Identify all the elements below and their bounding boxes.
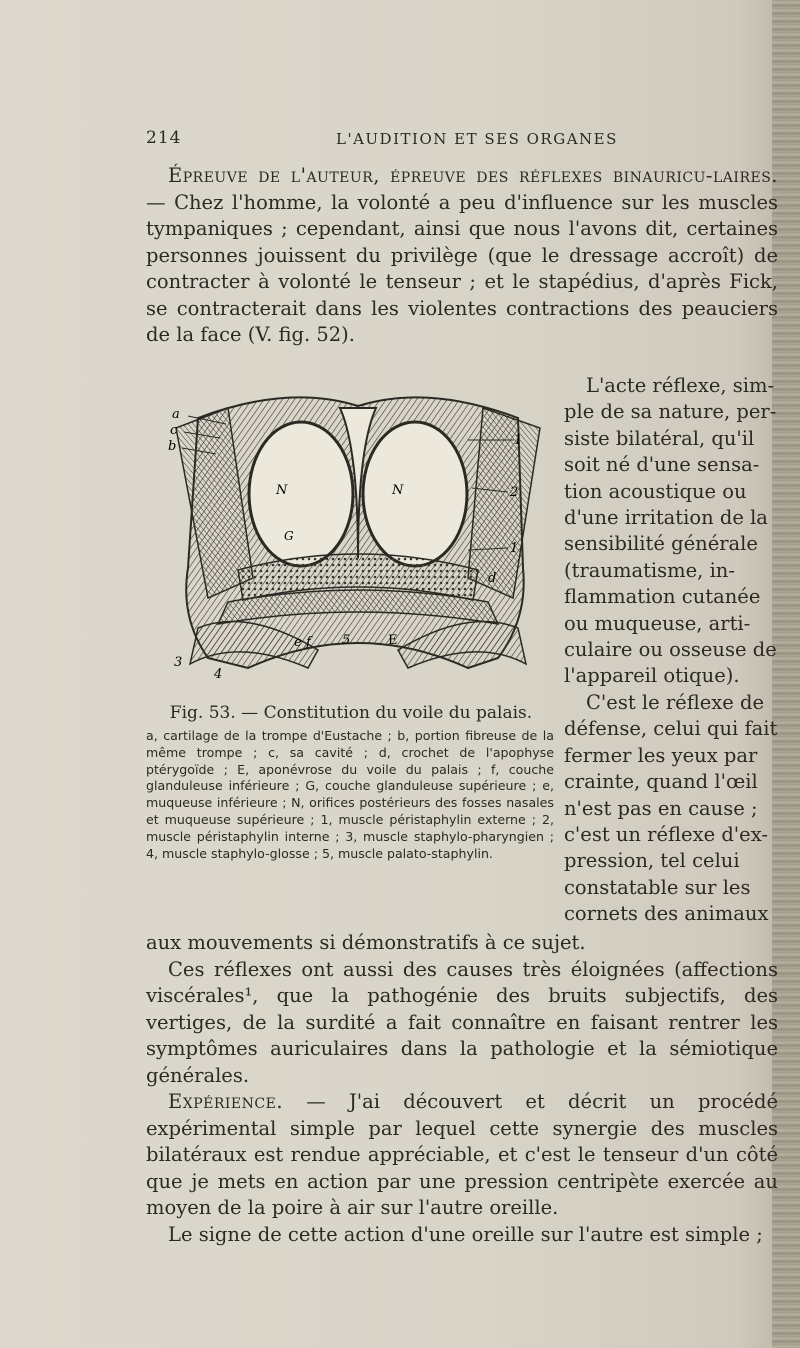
right-line: L'acte réflexe, sim-	[586, 374, 775, 397]
right-line: flammation cutanée	[564, 585, 761, 609]
right-line: siste bilatéral, qu'il	[564, 426, 755, 450]
figure-label: d	[488, 571, 497, 586]
page-number: 214	[146, 128, 182, 148]
figure-label: N	[276, 483, 288, 498]
right-line: c'est un réflexe d'ex-	[564, 822, 768, 846]
paragraph-last-line: Le signe de cette action d'une oreille sur l'autre est simple ;	[168, 1222, 763, 1246]
figure-label: 5	[342, 633, 351, 648]
continuation-text	[146, 930, 778, 1248]
right-line: culaire ou osseuse de	[564, 638, 777, 662]
experience-title: Expérience.	[168, 1090, 284, 1113]
figure-label: c	[170, 423, 178, 438]
paragraph-reflex-causes: Ces réflexes ont aussi des causes très éloignées (affections viscérales¹, que la pathogénie des bruits subjectifs, des vertiges, de la surdité a fait connaître en faisant rentrer les symptômes auriculaires dans la pathologie et la sémiotique générales.	[146, 957, 778, 1087]
paragraph-experience	[146, 1089, 778, 1222]
right-line: constatable sur les	[564, 875, 751, 899]
right-line: ou muqueuse, arti-	[564, 611, 751, 635]
right-line: C'est le réflexe de	[586, 690, 765, 714]
right-line: d'une irritation de la	[564, 506, 768, 530]
right-line: fermer les yeux par	[564, 743, 758, 767]
right-line: l'appareil otique).	[564, 664, 740, 688]
figure-label: e	[294, 635, 302, 650]
figure-caption-title: Fig. 53. — Constitution du voile du palais.	[169, 703, 533, 723]
section-lead-text: — Chez l'homme, la volonté a peu d'influence sur les muscles tympaniques ; cependant, ainsi que nous l'avons dit, certaines personnes jouissent du privilège (que le dressage accroît) de contracter à volonté le tenseur ; et le stapédius, d'après Fick, se contracterait dans les violentes contractions des peauciers de la face (V. fig. 52).	[146, 190, 778, 346]
section-lead-paragraph	[146, 163, 778, 349]
figure-label: f	[306, 635, 311, 650]
right-nasal-orifice	[363, 422, 467, 566]
running-head: L'AUDITION ET SES ORGANES	[336, 130, 618, 148]
experience-text: — J'ai découvert et décrit un procédé expérimental simple par lequel cette synergie des muscles bilatéraux est rendue appréciable, et c'est le tenseur d'un côté que je mets en action par une pression centripète exercée au moyen de la poire à air sur l'autre oreille.	[146, 1090, 778, 1219]
figure-label: G	[284, 529, 294, 543]
left-nasal-orifice	[249, 422, 353, 566]
right-line: soit né d'une sensa-	[564, 453, 760, 477]
figure-label: 1	[510, 541, 519, 556]
right-line: pression, tel celui	[564, 849, 740, 873]
figure-label: E	[388, 633, 398, 648]
figure-label: 4	[214, 667, 223, 682]
figure-label: a	[172, 407, 180, 422]
figure-label: N	[392, 483, 404, 498]
right-line: crainte, quand l'œil	[564, 770, 758, 794]
section-title: Épreuve de l'auteur, épreuve des réflexes binauricu-laires.	[168, 164, 778, 187]
right-line: n'est pas en cause ;	[564, 796, 758, 820]
figure-label: 1	[514, 433, 523, 448]
right-column-text	[564, 373, 778, 928]
right-line: tion acoustique ou	[564, 479, 747, 503]
page-header	[146, 128, 786, 152]
continuation-line: aux mouvements si démonstratifs à ce sujet.	[146, 931, 586, 954]
figure-label: 2	[510, 485, 519, 500]
soft-palate-anatomical-figure	[168, 388, 548, 684]
figure-caption-body: a, cartilage de la trompe d'Eustache ; b, portion fibreuse de la même trompe ; c, sa cavité ; d, crochet de l'apophyse ptérygoïde ; E, aponévrose du voile du palais ; f, couche glanduleuse inférieure ; G, couche glanduleuse supérieure ; e, muqueuse inférieure ; N, orifices postérieurs des fosses nasales et muqueuse supérieure ; 1, muscle péristaphylin externe ; 2, muscle péristaphylin interne ; 3, muscle staphylo-pharyngien ; 4, muscle staphylo-glosse ; 5, muscle palato-staphylin.	[146, 728, 554, 861]
figure-label: b	[168, 439, 177, 454]
figure-label: 3	[174, 655, 183, 670]
right-line: (traumatisme, in-	[564, 558, 735, 582]
right-line: ple de sa nature, per-	[564, 400, 777, 424]
right-line: défense, celui qui fait	[564, 717, 778, 741]
right-line: sensibilité générale	[564, 532, 758, 556]
right-line: cornets des animaux	[564, 902, 769, 926]
